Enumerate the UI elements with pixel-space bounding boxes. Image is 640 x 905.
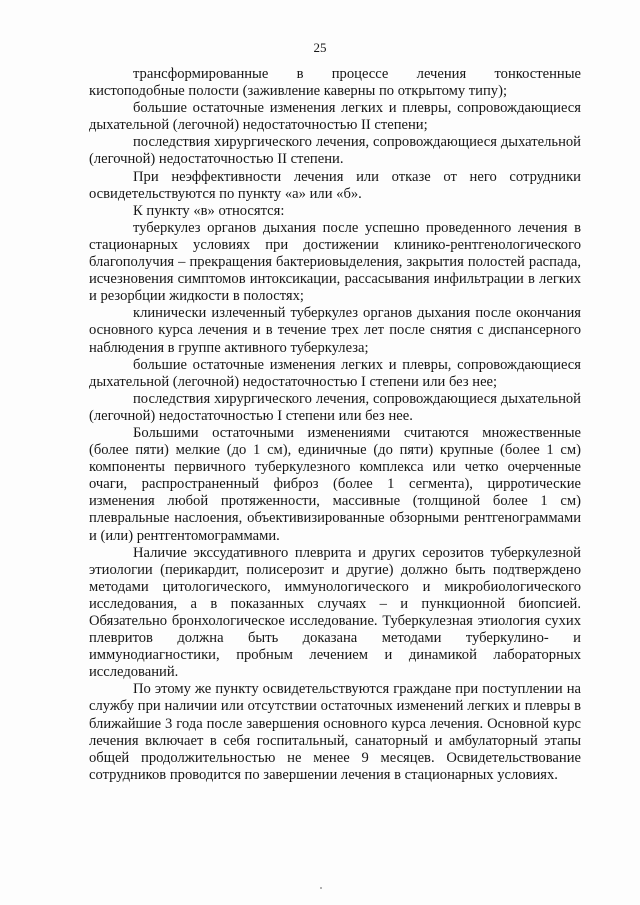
paragraph: трансформированные в процессе лечения тонкостенные кистоподобные полости (заживление каверны по открытому типу); bbox=[89, 66, 581, 100]
paragraph: последствия хирургического лечения, сопровождающиеся дыхательной (легочной) недостаточностью II степени. bbox=[89, 134, 581, 168]
page-number: 25 bbox=[313, 40, 327, 55]
paragraph: последствия хирургического лечения, сопровождающиеся дыхательной (легочной) недостаточностью I степени или без нее. bbox=[89, 390, 581, 424]
paragraph: К пункту «в» относятся: bbox=[133, 202, 285, 219]
paragraph: При неэффективности лечения или отказе от него сотрудники освидетельствуются по пункту «а» или «б». bbox=[89, 168, 581, 202]
paragraph: Наличие экссудативного плеврита и других серозитов туберкулезной этиологии (перикардит, полисерозит и другие) должно быть подтверждено методами цитологического, иммунологического и микробиологического исследования, а в показанных случаях – и пункционной биопсией. Обязательно бронхологическое исследование. Туберкулезная этиология сухих плевритов должна быть доказана методами туберкулино- и иммунодиагностики, пробным лечением и динамикой лабораторных исследований. bbox=[89, 544, 581, 681]
document-body bbox=[89, 66, 581, 784]
paragraph: Большими остаточными изменениями считаются множественные (более пяти) мелкие (до 1 см), единичные (до пяти) крупные (более 1 см) компоненты первичного туберкулезного комплекса или четко очерченные очаги, распространенный фиброз (более 1 сегмента), цирротические изменения любой протяженности, массивные (толщиной более 1 см) плевральные наслоения, объективизированные обзорными рентгенограммами и (или) рентгентомограммами. bbox=[89, 424, 581, 544]
paragraph: большие остаточные изменения легких и плевры, сопровождающиеся дыхательной (легочной) недостаточностью II степени; bbox=[89, 100, 581, 134]
paragraph: туберкулез органов дыхания после успешно проведенного лечения в стационарных условиях при достижении клинико-рентгенологического благополучия – прекращения бактериовыделения, закрытия полостей распада, исчезновения симптомов интоксикации, рассасывания инфильтрации в легких и резорбции жидкости в полостях; bbox=[89, 219, 581, 305]
paragraph: По этому же пункту освидетельствуются граждане при поступлении на службу при наличии или отсутствии остаточных изменений легких и плевры в ближайшие 3 года после завершения основного курса лечения. Основной курс лечения включает в себя госпитальный, санаторный и амбулаторный этапы общей продолжительностью не менее 9 месяцев. Освидетельствование сотрудников проводится по завершении лечения в стационарных условиях. bbox=[89, 681, 581, 783]
paragraph: клинически излеченный туберкулез органов дыхания после окончания основного курса лечения и в течение трех лет после снятия с диспансерного наблюдения в группе активного туберкулеза; bbox=[89, 305, 581, 356]
paragraph: большие остаточные изменения легких и плевры, сопровождающиеся дыхательной (легочной) недостаточностью I степени или без нее; bbox=[89, 356, 581, 390]
scan-speck bbox=[320, 887, 322, 889]
